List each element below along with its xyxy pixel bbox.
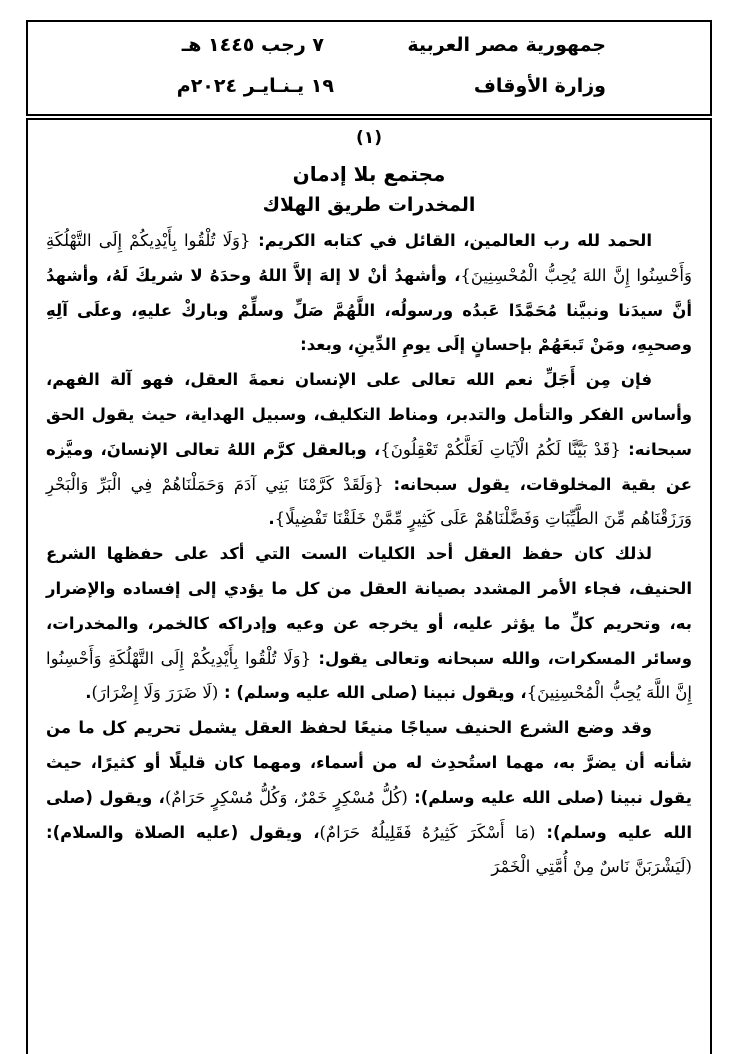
paragraph-text: فإن مِن أَجَلِّ نعم الله تعالى على الإنسان نعمةَ العقل، فهو آلة الفهم، وأساس الفكر والتأمل والتدبر، ومناط التكليف، وسبيل الهداية، حيث يقول الحق سبحانه: <box>46 370 692 459</box>
quote-text: {وَلَقَدْ كَرَّمْنَا بَنِي آدَمَ وَحَمَلْنَاهُمْ فِي الْبَرِّ وَالْبَحْرِ وَرَزَقْنَاهُم مِّنَ الطَّيِّبَاتِ وَفَضَّلْنَاهُمْ عَلَى كَثِيرٍ مِّمَّنْ خَلَقْنَا تَفْضِيلًا} <box>46 474 692 529</box>
paragraph-text: ، ويقول نبينا (صلى الله عليه وسلم) : <box>218 683 527 703</box>
quote-text: {وَلَا تُلْقُوا بِأَيْدِيكُمْ إِلَى التَّهْلُكَةِ وَأَحْسِنُوا إِنَّ اللهَ يُحِبُّ الْمُحْسِنِينَ} <box>46 231 692 285</box>
sermon-number: (١) <box>356 128 382 148</box>
quote-text: (لَا ضَرَرَ وَلَا إِضْرَارَ) <box>91 683 219 703</box>
paragraph <box>46 224 692 363</box>
sermon-title: مجتمع بلا إدمان <box>292 162 446 186</box>
paragraph-text: ، وأشهدُ أنْ لا إلهَ إلاَّ اللهُ وحدَهُ لا شريكَ لَهُ، وأشهدُ أنَّ سيدَنا ونبيَّنا مُحَمَّدًا عَبدُه ورسولُه، اللَّهُمَّ صَلِّ وسلِّمْ وباركْ عليهِ، وعلَى آلِهِ وصحبِهِ، ومَنْ تَبعَهُمْ بإحسانٍ إلَى يومِ الدِّينِ، وبعد: <box>46 265 692 355</box>
sermon-content <box>26 118 712 1054</box>
quote-text: {قَدْ بَيَّنَّا لَكُمُ الْآيَاتِ لَعَلَّكُمْ تَعْقِلُونَ} <box>380 439 621 459</box>
country-name: جمهورية مصر العربية <box>407 34 606 56</box>
quote-text: {وَلَا تُلْقُوا بِأَيْدِيكُمْ إِلَى التَّهْلُكَةِ وَأَحْسِنُوا إِنَّ اللَّهَ يُحِبُّ الْمُحْسِنِينَ} <box>46 648 692 703</box>
gregorian-date: ١٩ يـنـايـر ٢٠٢٤م <box>176 75 334 97</box>
paragraph-text: ، ويقول (صلى الله عليه وسلم): <box>46 787 693 842</box>
ministry-name: وزارة الأوقاف <box>473 75 606 97</box>
hijri-date: ٧ رجب ١٤٤٥ هـ <box>181 34 324 56</box>
paragraph-text: لذلك كان حفظ العقل أحد الكليات الست التي أكد على حفظها الشرع الحنيف، فجاء الأمر المشدد بصيانة العقل من كل ما يؤدي إلى إفساده والإضرار به، وتحريم كلِّ ما يؤثر عليه، أو يخرجه عن وعيه وإدراكه كالخمر، والمخدرات، وسائر المسكرات، والله سبحانه وتعالى يقول: <box>46 544 692 668</box>
paragraph-text: الحمد لله رب العالمين، القائل في كتابه الكريم: <box>250 231 653 250</box>
paragraph-text: . <box>268 509 275 529</box>
paragraph <box>46 537 692 711</box>
quote-text: (كُلُّ مُسْكِرٍ خَمْرٌ، وَكُلُّ مُسْكِرٍ حَرَامٌ) <box>164 787 408 807</box>
sermon-body <box>28 224 710 885</box>
paragraph-text: ، وبالعقل كرَّم اللهُ تعالى الإنسانَ، وميَّزه عن بقية المخلوقات، يقول سبحانه: <box>46 439 693 494</box>
quote-text: (مَا أَسْكَرَ كَثِيرُهُ فَقَلِيلُهُ حَرَامٌ) <box>319 822 536 842</box>
paragraph-text: . <box>85 683 92 703</box>
paragraph <box>46 711 692 885</box>
quote-text: (لَيَشْرَبَنَّ نَاسٌ مِنْ أُمَّتِي الْخَمْرَ <box>491 857 692 877</box>
paragraph-text: ، ويقول (عليه الصلاة والسلام): <box>46 822 320 842</box>
sermon-subtitle: المخدرات طريق الهلاك <box>262 194 476 216</box>
paragraph-text: وقد وضع الشرع الحنيف سياجًا منيعًا لحفظ العقل يشمل تحريم كل ما من شأنه أن يضرَّ به، مهما استُحدِث له من أسماء، ومهما كان قليلًا أو كثيرًا، حيث يقول نبينا (صلى الله عليه وسلم): <box>46 718 692 807</box>
paragraph <box>46 363 692 537</box>
document-header <box>26 20 712 116</box>
